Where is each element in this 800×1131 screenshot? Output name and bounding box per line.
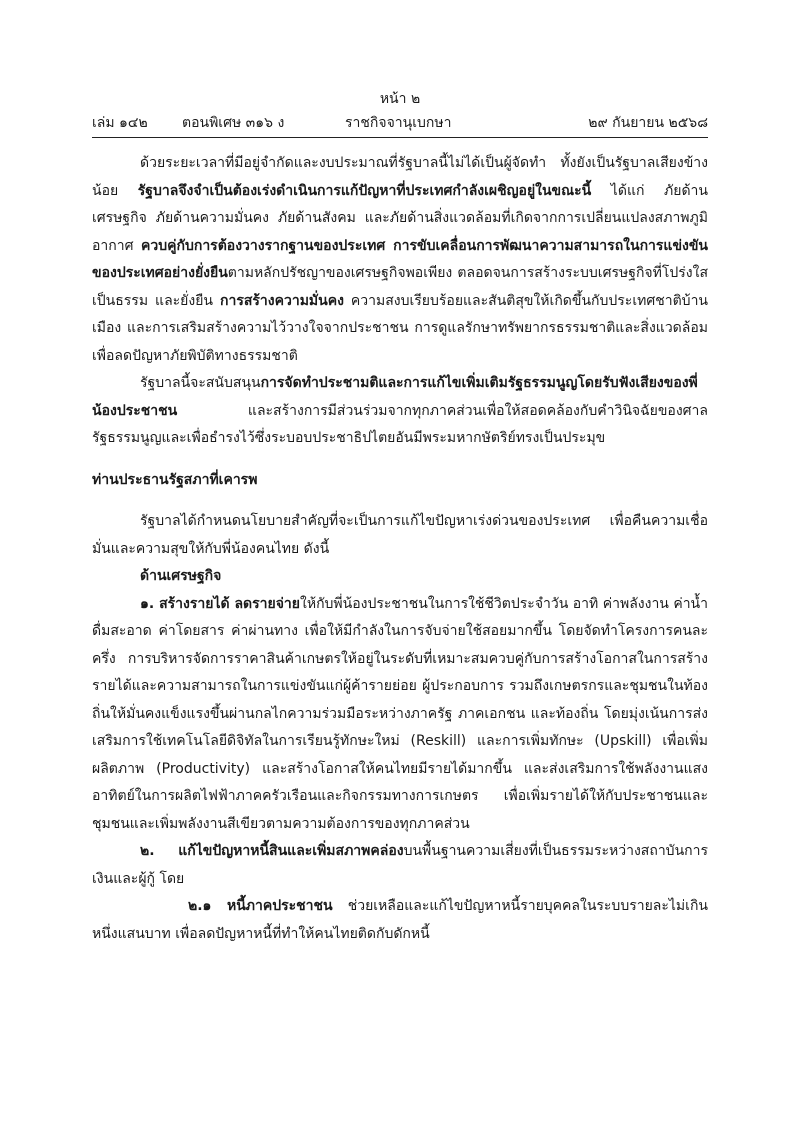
header-gazette-title: ราชกิจจานุเบกษา xyxy=(345,115,452,131)
paragraph-3: รัฐบาลได้กำหนดนโยบายสำคัญที่จะเป็นการแก้ไขปัญหาเร่งด่วนของประเทศ เพื่อคืนความเชื่อมั่นและความสุขให้กับพี่น้องคนไทย ดังนี้ xyxy=(92,513,708,557)
header-issue: ตอนพิเศษ ๓๑๖ ง xyxy=(182,115,285,131)
item-2-title: แก้ไขปัญหาหนี้สินและเพิ่มสภาพคล่อง xyxy=(154,843,404,859)
item-1-text: ให้กับพี่น้องประชาชนในการใช้ชีวิตประจำวัน อาทิ ค่าพลังงาน ค่าน้ำดื่มสะอาด ค่าโดยสาร ค่าผ่านทาง เพื่อให้มีกำลังในการจับจ่ายใช้สอยมากขึ้น โดยจัดทำโครงการคนละครึ่ง การบริหารจัดการราคาสินค้าเกษตรให้อยู่ในระดับที่เหมาะสมควบคู่กับการสร้างโอกาสในการสร้างรายได้และความสามารถในการแข่งขันแก่ผู้ค้ารายย่อย ผู้ประกอบการ รวมถึงเกษตรกรและชุมชนในท้องถิ่นให้มั่นคงแข็งแรงขึ้นผ่านกลไกความร่วมมือระหว่างภาครัฐ ภาคเอกชน และท้องถิ่น โดยมุ่งเน้นการส่งเสริมการใช้เทคโนโลยีดิจิทัลในการเรียนรู้ทักษะใหม่ (Reskill) และการเพิ่มทักษะ (Upskill) เพื่อเพิ่มผลิตภาพ (Productivity) และสร้างโอกาสให้คนไทยมีรายได้มากขึ้น และส่งเสริมการใช้พลังงานแสงอาทิตย์ในการผลิตไฟฟ้าภาคครัวเรือนและกิจกรรมทางการเกษตร เพื่อเพิ่มรายได้ให้กับประชาชนและชุมชนและเพิ่มพลังงานสีเขียวตามความต้องการของทุกภาคส่วน xyxy=(92,595,708,832)
p1-text-e: ตามหลักปรัชญาของเศรษฐกิจพอเพียง ตลอดจนการสร้างระบบเศรษฐกิจที่โปร่งใส เป็นธรรม และยั่งยืน xyxy=(92,265,708,309)
paragraph-1 xyxy=(92,150,708,370)
item-2-1-title: ๒.๑ หนี้ภาคประชาชน xyxy=(188,898,333,914)
p2-bold-b: การจัดทำประชามติและการแก้ไขเพิ่มเติมรัฐธรรมนูญโดยรับฟังเสียงของพี่น้องประชาชน xyxy=(92,375,698,419)
p1-bold-f: การสร้างความมั่นคง xyxy=(219,292,344,309)
p1-text-c: ได้แก่ ภัยด้านเศรษฐกิจ ภัยด้านความมั่นคง ภัยด้านสังคม และภัยด้านสิ่งแวดล้อมที่เกิดจากการเปลี่ยนแปลงสภาพภูมิอากาศ xyxy=(92,182,708,254)
item-1-title: สร้างรายได้ ลดรายจ่าย xyxy=(154,595,300,612)
p2-text-c: และสร้างการมีส่วนร่วมจากทุกภาคส่วนเพื่อให้สอดคล้องกับคำวินิจฉัยของศาลรัฐธรรมนูญและเพื่อธำรงไว้ซึ่งระบอบประชาธิปไตยอันมีพระมหากษัตริย์ทรงเป็นประมุข xyxy=(92,402,708,446)
item-2 xyxy=(92,838,708,893)
paragraph-2 xyxy=(92,370,708,453)
item-2-number: ๒. xyxy=(140,843,155,859)
salutation: ท่านประธานรัฐสภาที่เคารพ xyxy=(92,471,258,488)
p1-text-g: ความสงบเรียบร้อยและสันติสุขให้เกิดขึ้นกับประเทศชาติบ้านเมือง และการเสริมสร้างความไว้วางใจจากประชาชน การดูแลรักษาทรัพยากรธรรมชาติและสิ่งแวดล้อมเพื่อลดปัญหาภัยพิบัติทางธรรมชาติ xyxy=(92,292,708,364)
gazette-header xyxy=(92,112,708,132)
item-2-1 xyxy=(92,893,708,948)
p1-text-a: ด้วยระยะเวลาที่มีอยู่จำกัดและงบประมาณที่รัฐบาลนี้ไม่ได้เป็นผู้จัดทำ ทั้งยังเป็นรัฐบาลเสียงข้างน้อย xyxy=(92,155,708,199)
item-1-number: ๑. xyxy=(140,595,155,612)
item-2-1-text: ช่วยเหลือและแก้ไขปัญหาหนี้รายบุคคลในระบบรายละไม่เกินหนึ่งแสนบาท เพื่อลดปัญหาหนี้ที่ทำให้คนไทยติดกับดักหนี้ xyxy=(92,898,708,942)
p1-bold-d: ควบคู่กับการต้องวางรากฐานของประเทศ การขับเคลื่อนการพัฒนาความสามารถในการแข่งขันของประเทศอย่างยั่งยืน xyxy=(92,237,708,281)
document-body xyxy=(92,150,708,948)
item-2-text: บนพื้นฐานความเสี่ยงที่เป็นธรรมระหว่างสถาบันการเงินและผู้กู้ โดย xyxy=(92,843,708,887)
header-volume: เล่ม ๑๔๒ xyxy=(92,115,148,131)
p2-text-a: รัฐบาลนี้จะสนับสนุน xyxy=(140,375,261,391)
header-rule xyxy=(92,137,708,138)
p1-bold-b: รัฐบาลจึงจำเป็นต้องเร่งดำเนินการแก้ปัญหาที่ประเทศกำลังเผชิญอยู่ในขณะนี้ xyxy=(137,182,592,199)
item-1 xyxy=(92,591,708,839)
section-title-economy: ด้านเศรษฐกิจ xyxy=(140,568,222,584)
page-number: หน้า ๒ xyxy=(379,91,421,107)
header-date: ๒๙ กันยายน ๒๕๖๘ xyxy=(588,115,708,131)
